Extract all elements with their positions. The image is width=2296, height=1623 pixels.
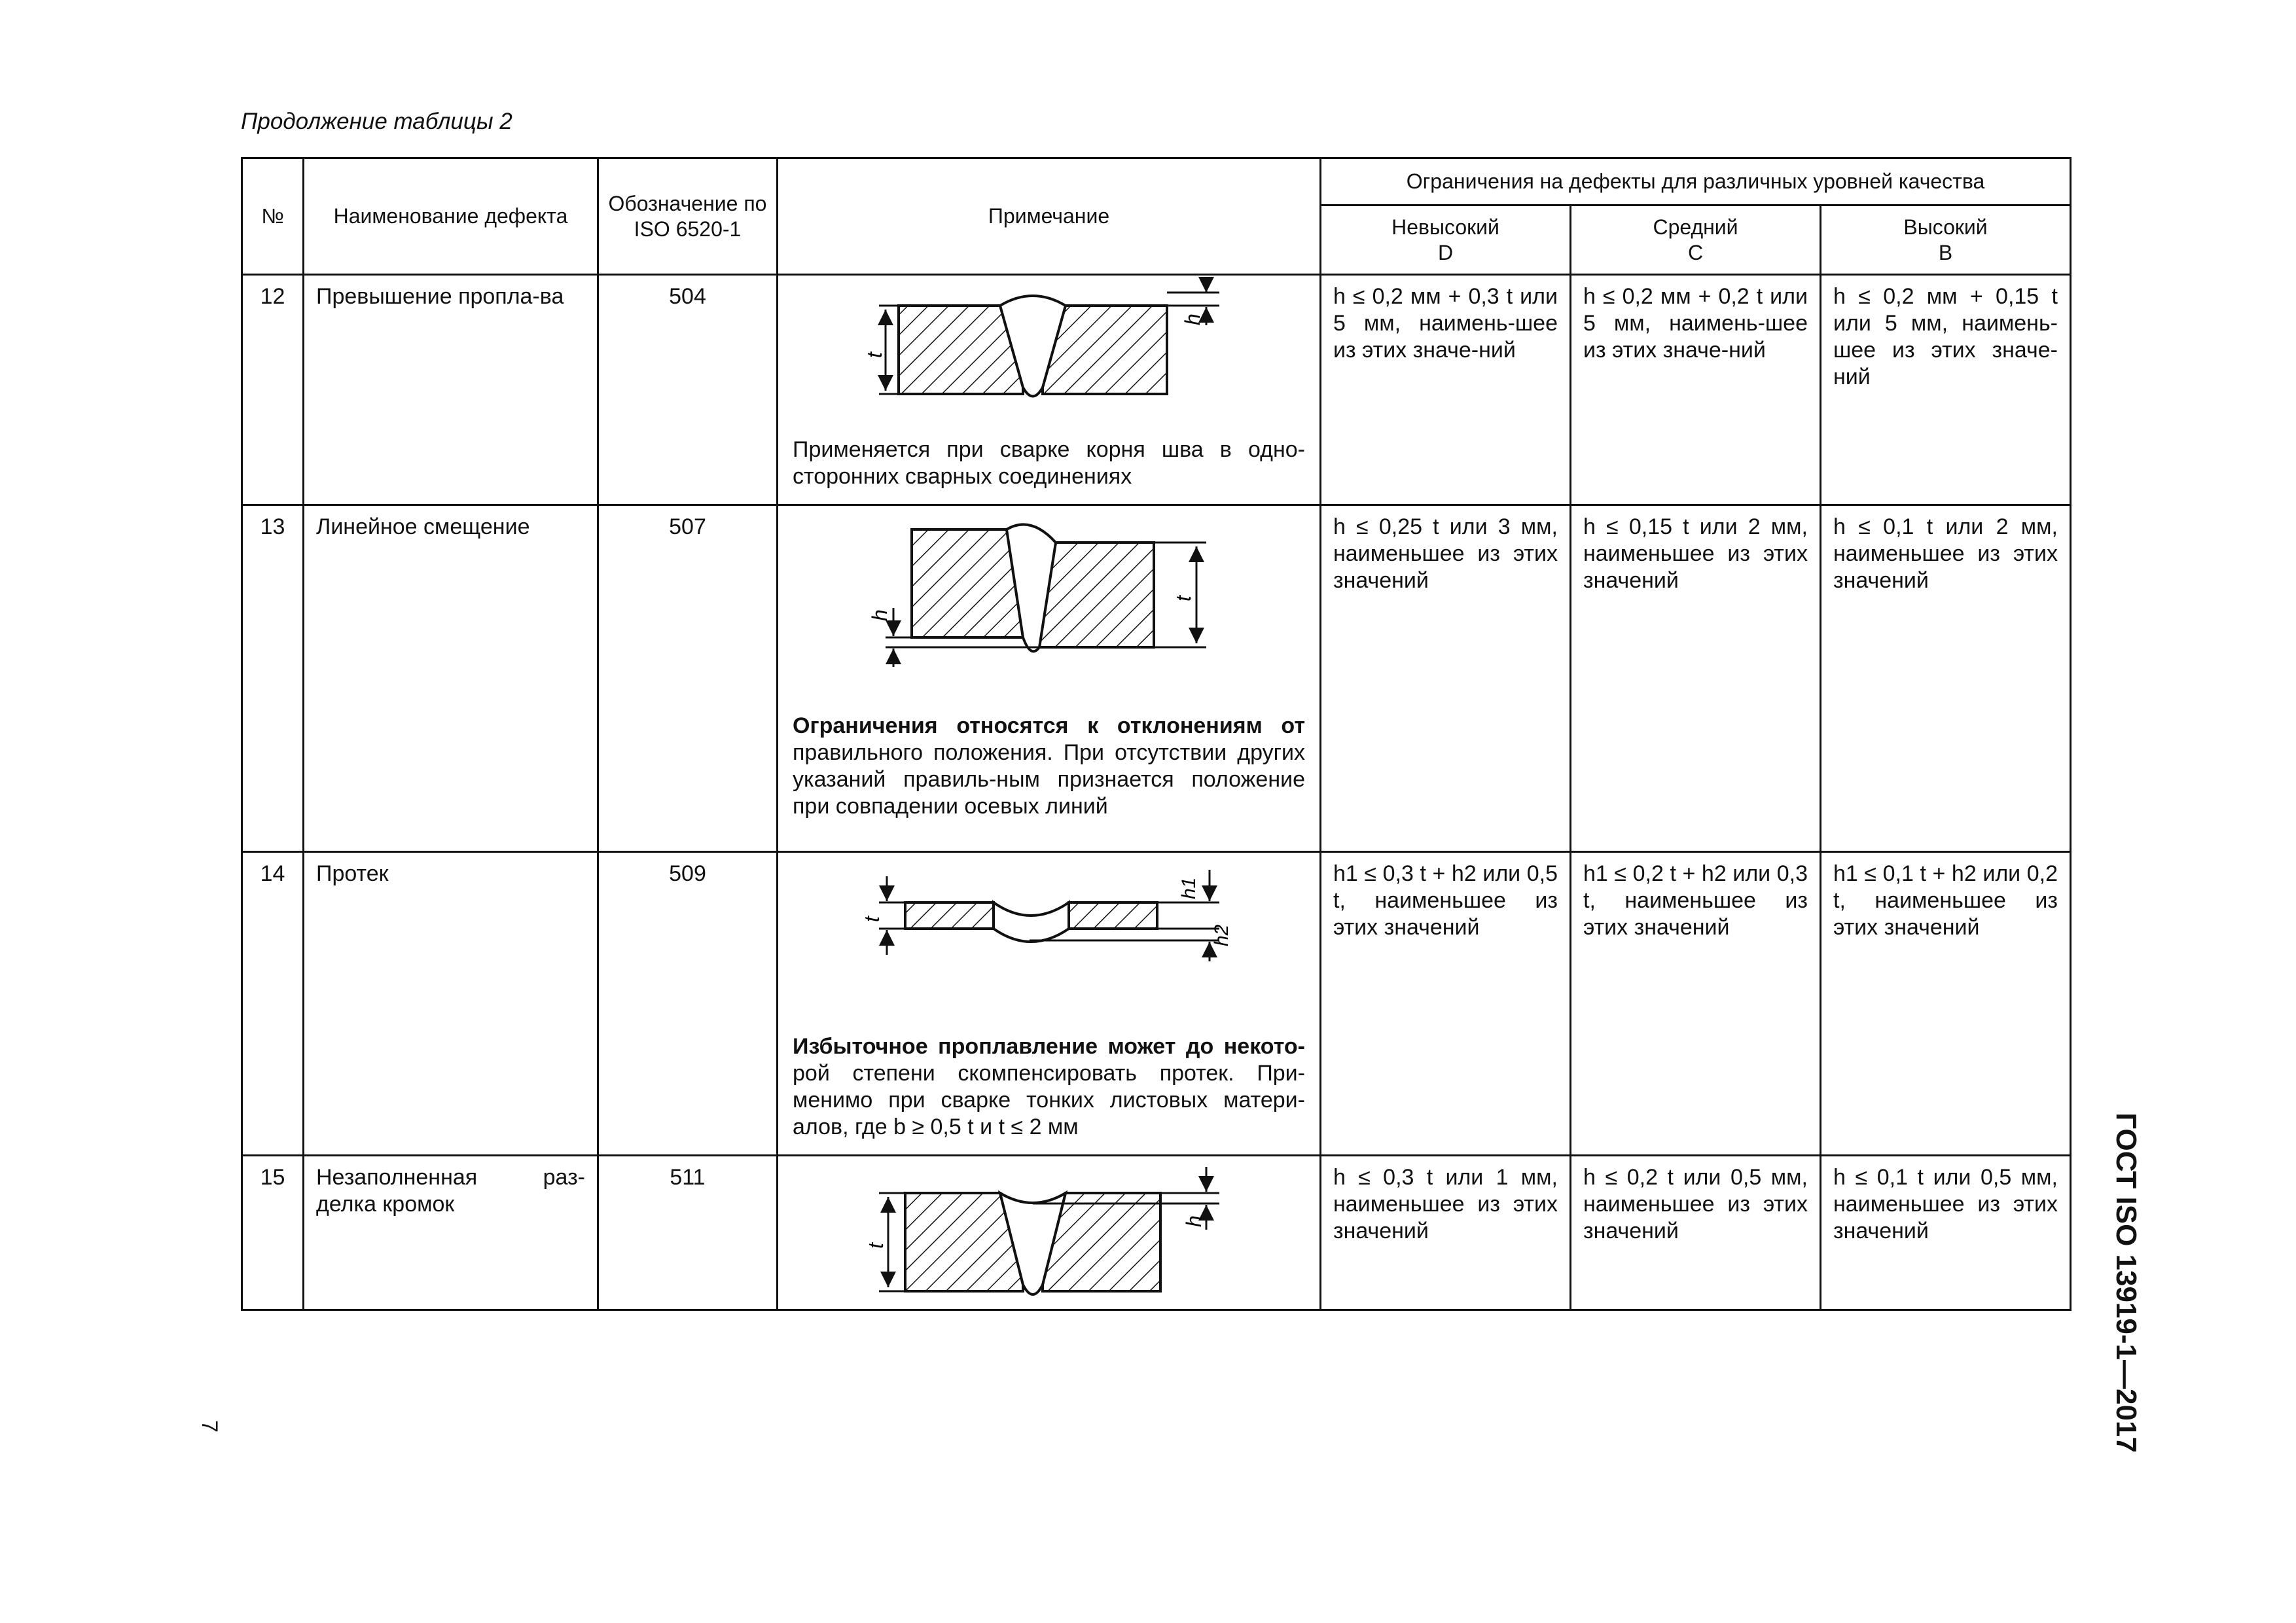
iso-code: 509 bbox=[598, 852, 778, 1156]
limit-c: h ≤ 0,2 мм + 0,2 t или 5 мм, наимень-шее из этих значе-ний bbox=[1571, 275, 1821, 505]
header-level-low: Невысокий D bbox=[1321, 205, 1571, 275]
iso-code: 511 bbox=[598, 1156, 778, 1310]
label-h: h bbox=[867, 609, 891, 621]
table-row bbox=[242, 852, 2071, 1156]
limit-b: h ≤ 0,1 t или 0,5 мм, наименьшее из этих значений bbox=[1821, 1156, 2071, 1310]
note-bold: Избыточное проплавление может до некото- bbox=[793, 1034, 1305, 1059]
header-designation: Обозначение по ISO 6520-1 bbox=[598, 158, 778, 275]
label-t: t bbox=[859, 916, 884, 922]
table-row bbox=[242, 505, 2071, 852]
note-bold: Ограничения относятся к отклонениям от bbox=[793, 713, 1305, 738]
label-t: t bbox=[1171, 596, 1195, 601]
header-note: Примечание bbox=[778, 158, 1321, 275]
limit-b: h1 ≤ 0,1 t + h2 или 0,2 t, наименьшее из этих значений bbox=[1821, 852, 2071, 1156]
limit-b: h ≤ 0,1 t или 2 мм, наименьшее из этих значений bbox=[1821, 505, 2071, 852]
note-cell bbox=[778, 275, 1321, 505]
header-level-mid: Средний C bbox=[1571, 205, 1821, 275]
table-caption: Продолжение таблицы 2 bbox=[241, 109, 512, 134]
defect-name: Незаполненная раз-делка кромок bbox=[304, 1156, 598, 1310]
weld-excess-penetration-figure bbox=[862, 286, 1232, 410]
limit-b: h ≤ 0,2 мм + 0,15 t или 5 мм, наимень-шее из этих значе-ний bbox=[1821, 275, 2071, 505]
iso-code: 504 bbox=[598, 275, 778, 505]
limit-c: h ≤ 0,15 t или 2 мм, наименьшее из этих значений bbox=[1571, 505, 1821, 852]
row-number: 12 bbox=[242, 275, 304, 505]
row-number: 15 bbox=[242, 1156, 304, 1310]
header-row bbox=[242, 158, 2071, 205]
label-t: t bbox=[862, 352, 886, 358]
defect-name: Линейное смещение bbox=[304, 505, 598, 852]
label-h2: h2 bbox=[1210, 924, 1232, 946]
page-number: 7 bbox=[196, 1420, 222, 1433]
defect-name: Превышение пропла-ва bbox=[304, 275, 598, 505]
table-row bbox=[242, 275, 2071, 505]
limit-c: h ≤ 0,2 t или 0,5 мм, наименьшее из этих значений bbox=[1571, 1156, 1821, 1310]
linear-misalignment-figure bbox=[859, 516, 1239, 667]
header-no: № bbox=[242, 158, 304, 275]
note-text: Применяется при сварке корня шва в одно-сторонних сварных соединениях bbox=[793, 437, 1305, 489]
header-limits: Ограничения на дефекты для различных уровней качества bbox=[1321, 158, 2071, 205]
limit-d: h1 ≤ 0,3 t + h2 или 0,5 t, наименьшее из этих значений bbox=[1321, 852, 1571, 1156]
note-cell bbox=[778, 1156, 1321, 1310]
incompletely-filled-groove-figure bbox=[863, 1167, 1232, 1304]
note-cell bbox=[778, 852, 1321, 1156]
label-h: h bbox=[1181, 1215, 1206, 1227]
iso-code: 507 bbox=[598, 505, 778, 852]
header-defect-name: Наименование дефекта bbox=[304, 158, 598, 275]
limit-c: h1 ≤ 0,2 t + h2 или 0,3 t, наименьшее из этих значений bbox=[1571, 852, 1821, 1156]
row-number: 14 bbox=[242, 852, 304, 1156]
note-text: Избыточное проплавление может до некото-рой степени скомпенсировать протек. При-менимо при сварке тонких листовых матери-алов, где b ≥ 0,5 t и t ≤ 2 мм bbox=[793, 1034, 1305, 1139]
document-side-title: ГОСТ ISO 13919-1—2017 bbox=[2110, 1113, 2142, 1453]
defect-name: Протек bbox=[304, 852, 598, 1156]
defects-table bbox=[241, 157, 2072, 1311]
label-h: h bbox=[1180, 313, 1204, 325]
label-t: t bbox=[863, 1243, 888, 1249]
header-level-high: Высокий B bbox=[1821, 205, 2071, 275]
row-number: 13 bbox=[242, 505, 304, 852]
label-h1: h1 bbox=[1177, 877, 1200, 899]
limit-d: h ≤ 0,3 t или 1 мм, наименьшее из этих значений bbox=[1321, 1156, 1571, 1310]
sagging-figure bbox=[853, 863, 1246, 974]
limit-d: h ≤ 0,2 мм + 0,3 t или 5 мм, наимень-шее из этих значе-ний bbox=[1321, 275, 1571, 505]
note-cell bbox=[778, 505, 1321, 852]
table-row bbox=[242, 1156, 2071, 1310]
limit-d: h ≤ 0,25 t или 3 мм, наименьшее из этих значений bbox=[1321, 505, 1571, 852]
note-text: Ограничения относятся к отклонениям от правильного положения. При отсутствии других указаний правиль-ным признается положение при совпадении осевых линий bbox=[793, 713, 1305, 819]
